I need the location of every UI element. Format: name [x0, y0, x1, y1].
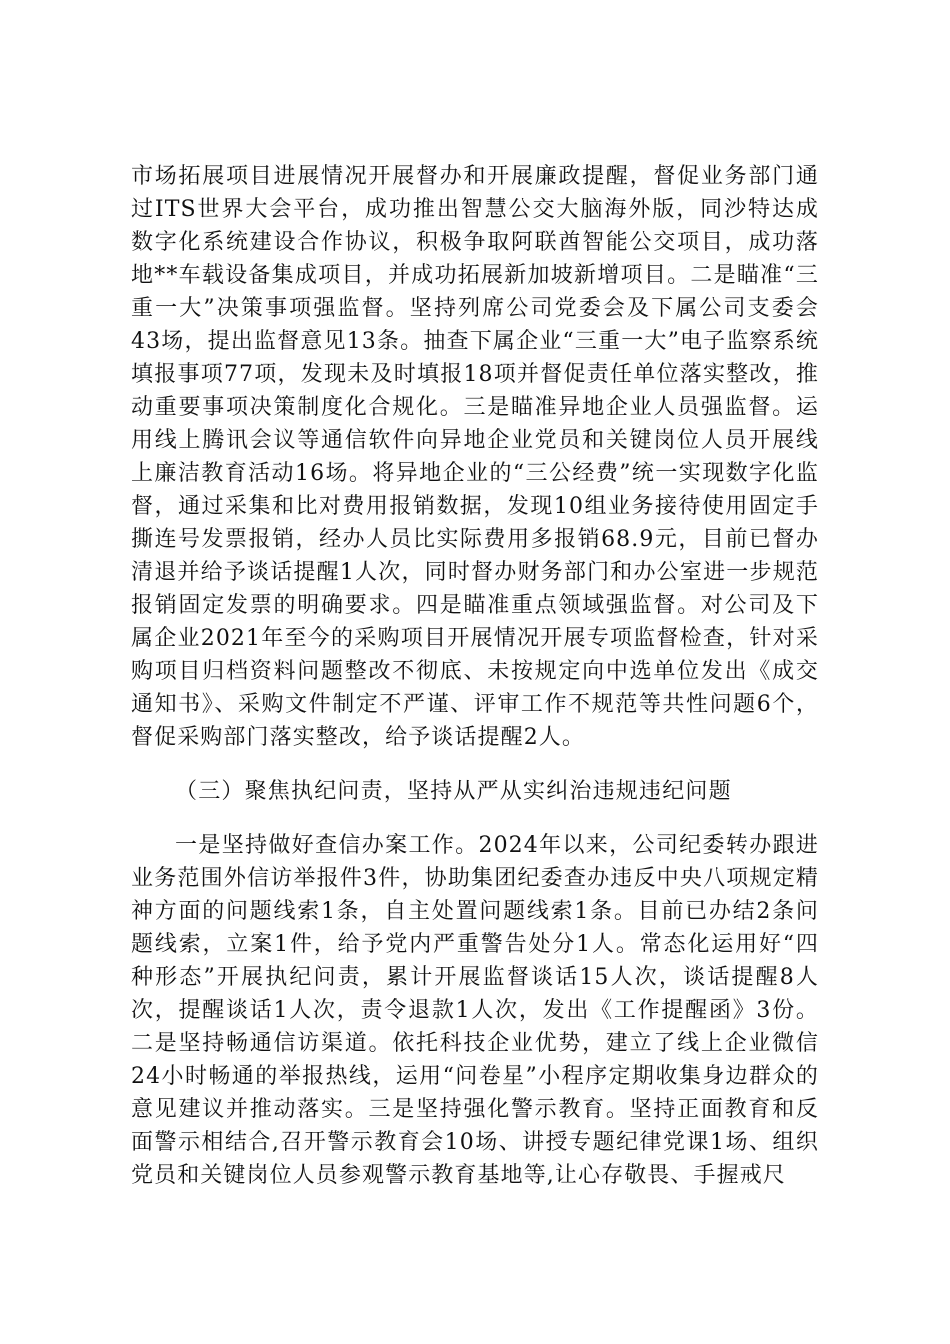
document-body	[131, 160, 819, 1192]
section-heading: （三）聚焦执纪问责，坚持从严从实纠治违规违纪问题	[175, 779, 732, 804]
body-paragraph-continued: 市场拓展项目进展情况开展督办和开展廉政提醒，督促业务部门通过ITS世界大会平台，成功推出智慧公交大脑海外版，同沙特达成数字化系统建设合作协议，积极争取阿联酋智能公交项目，成功落地**车载设备集成项目，并成功拓展新加坡新增项目。二是瞄准“三重一大”决策事项强监督。坚持列席公司党委会及下属公司支委会43场，提出监督意见13条。抽查下属企业“三重一大”电子监察系统填报事项77项，发现未及时填报18项并督促责任单位落实整改，推动重要事项决策制度化合规化。三是瞄准异地企业人员强监督。运用线上腾讯会议等通信软件向异地企业党员和关键岗位人员开展线上廉洁教育活动16场。将异地企业的“三公经费”统一实现数字化监督，通过采集和比对费用报销数据，发现10组业务接待使用固定手撕连号发票报销，经办人员比实际费用多报销68.9元，目前已督办清退并给予谈话提醒1人次，同时督办财务部门和办公室进一步规范报销固定发票的明确要求。四是瞄准重点领域强监督。对公司及下属企业2021年至今的采购项目开展情况开展专项监督检查，针对采购项目归档资料问题整改不彻底、未按规定向中选单位发出《成交通知书》、采购文件制定不严谨、评审工作不规范等共性问题6个，督促采购部门落实整改，给予谈话提醒2人。	[131, 164, 819, 750]
paragraph-spacing	[131, 808, 819, 829]
paragraph-spacing	[131, 754, 819, 775]
body-paragraph: 一是坚持做好查信办案工作。2024年以来，公司纪委转办跟进业务范围外信访举报件3件，协助集团纪委查办违反中央八项规定精神方面的问题线索1条，自主处置问题线索1条。目前已办结2条问题线索，立案1件，给予党内严重警告处分1人。常态化运用好“四种形态”开展执纪问责，累计开展监督谈话15人次，谈话提醒8人次，提醒谈话1人次，责令退款1人次，发出《工作提醒函》3份。二是坚持畅通信访渠道。依托科技企业优势，建立了线上企业微信24小时畅通的举报热线，运用“问卷星”小程序定期收集身边群众的意见建议并推动落实。三是坚持强化警示教育。坚持正面教育和反面警示相结合,召开警示教育会10场、讲授专题纪律党课1场、组织党员和关键岗位人员参观警示教育基地等,让心存敬畏、手握戒尺	[131, 833, 819, 1188]
